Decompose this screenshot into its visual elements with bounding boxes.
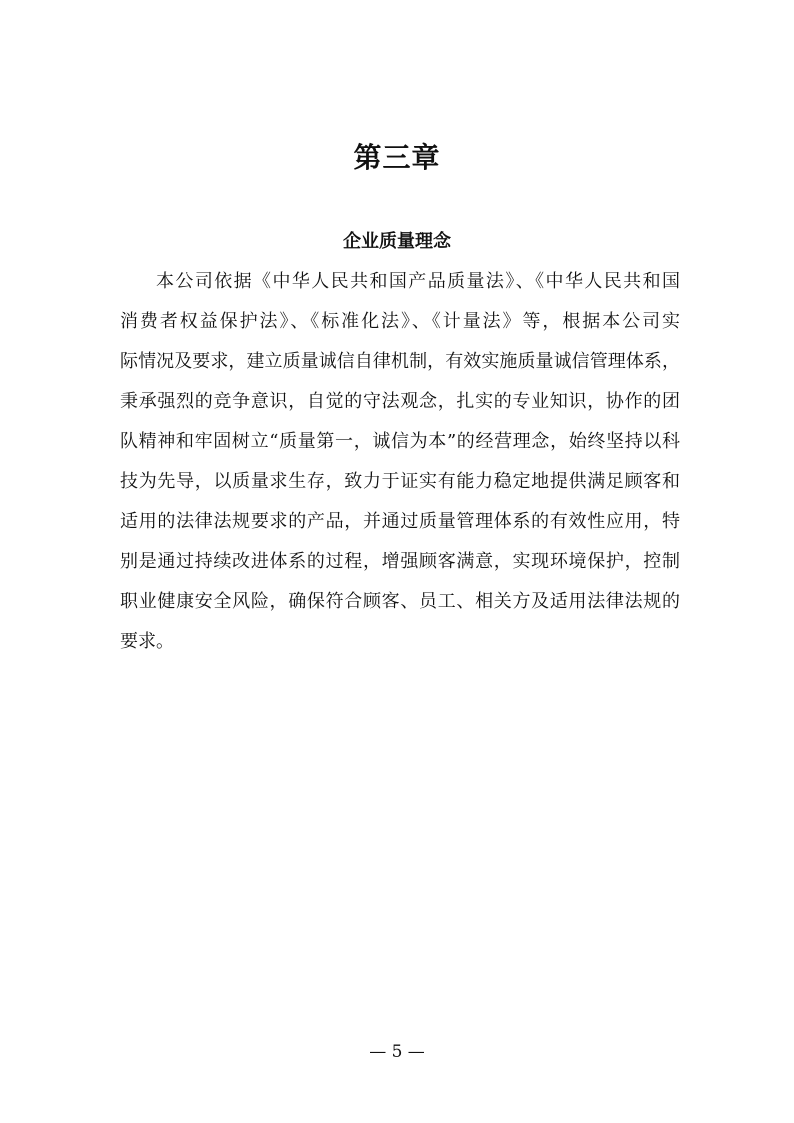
paragraph-line: 队精神和牢固树立“质量第一，诚信为本”的经营理念，始终坚持以科 bbox=[120, 431, 680, 452]
paragraph-line: 本公司依据《中华人民共和国产品质量法》、《中华人民共和国 bbox=[156, 271, 680, 292]
page-number: — 5 — bbox=[369, 1042, 425, 1062]
body-paragraph bbox=[120, 262, 680, 662]
section-heading: 企业质量理念 bbox=[343, 231, 451, 252]
paragraph-line: 秉承强烈的竞争意识，自觉的守法观念，扎实的专业知识，协作的团 bbox=[120, 391, 680, 412]
paragraph-line: 际情况及要求，建立质量诚信自律机制，有效实施质量诚信管理体系， bbox=[120, 351, 680, 372]
paragraph-line: 要求。 bbox=[120, 631, 174, 652]
paragraph-line: 别是通过持续改进体系的过程，增强顾客满意，实现环境保护，控制 bbox=[120, 551, 680, 572]
paragraph-line: 适用的法律法规要求的产品，并通过质量管理体系的有效性应用，特 bbox=[120, 511, 680, 532]
paragraph-line: 职业健康安全风险，确保符合顾客、员工、相关方及适用法律法规的 bbox=[120, 591, 680, 612]
paragraph-line: 技为先导，以质量求生存，致力于证实有能力稳定地提供满足顾客和 bbox=[120, 471, 680, 492]
chapter-title: 第三章 bbox=[353, 141, 441, 174]
paragraph-line: 消费者权益保护法》、《标准化法》、《计量法》等，根据本公司实 bbox=[120, 311, 680, 332]
